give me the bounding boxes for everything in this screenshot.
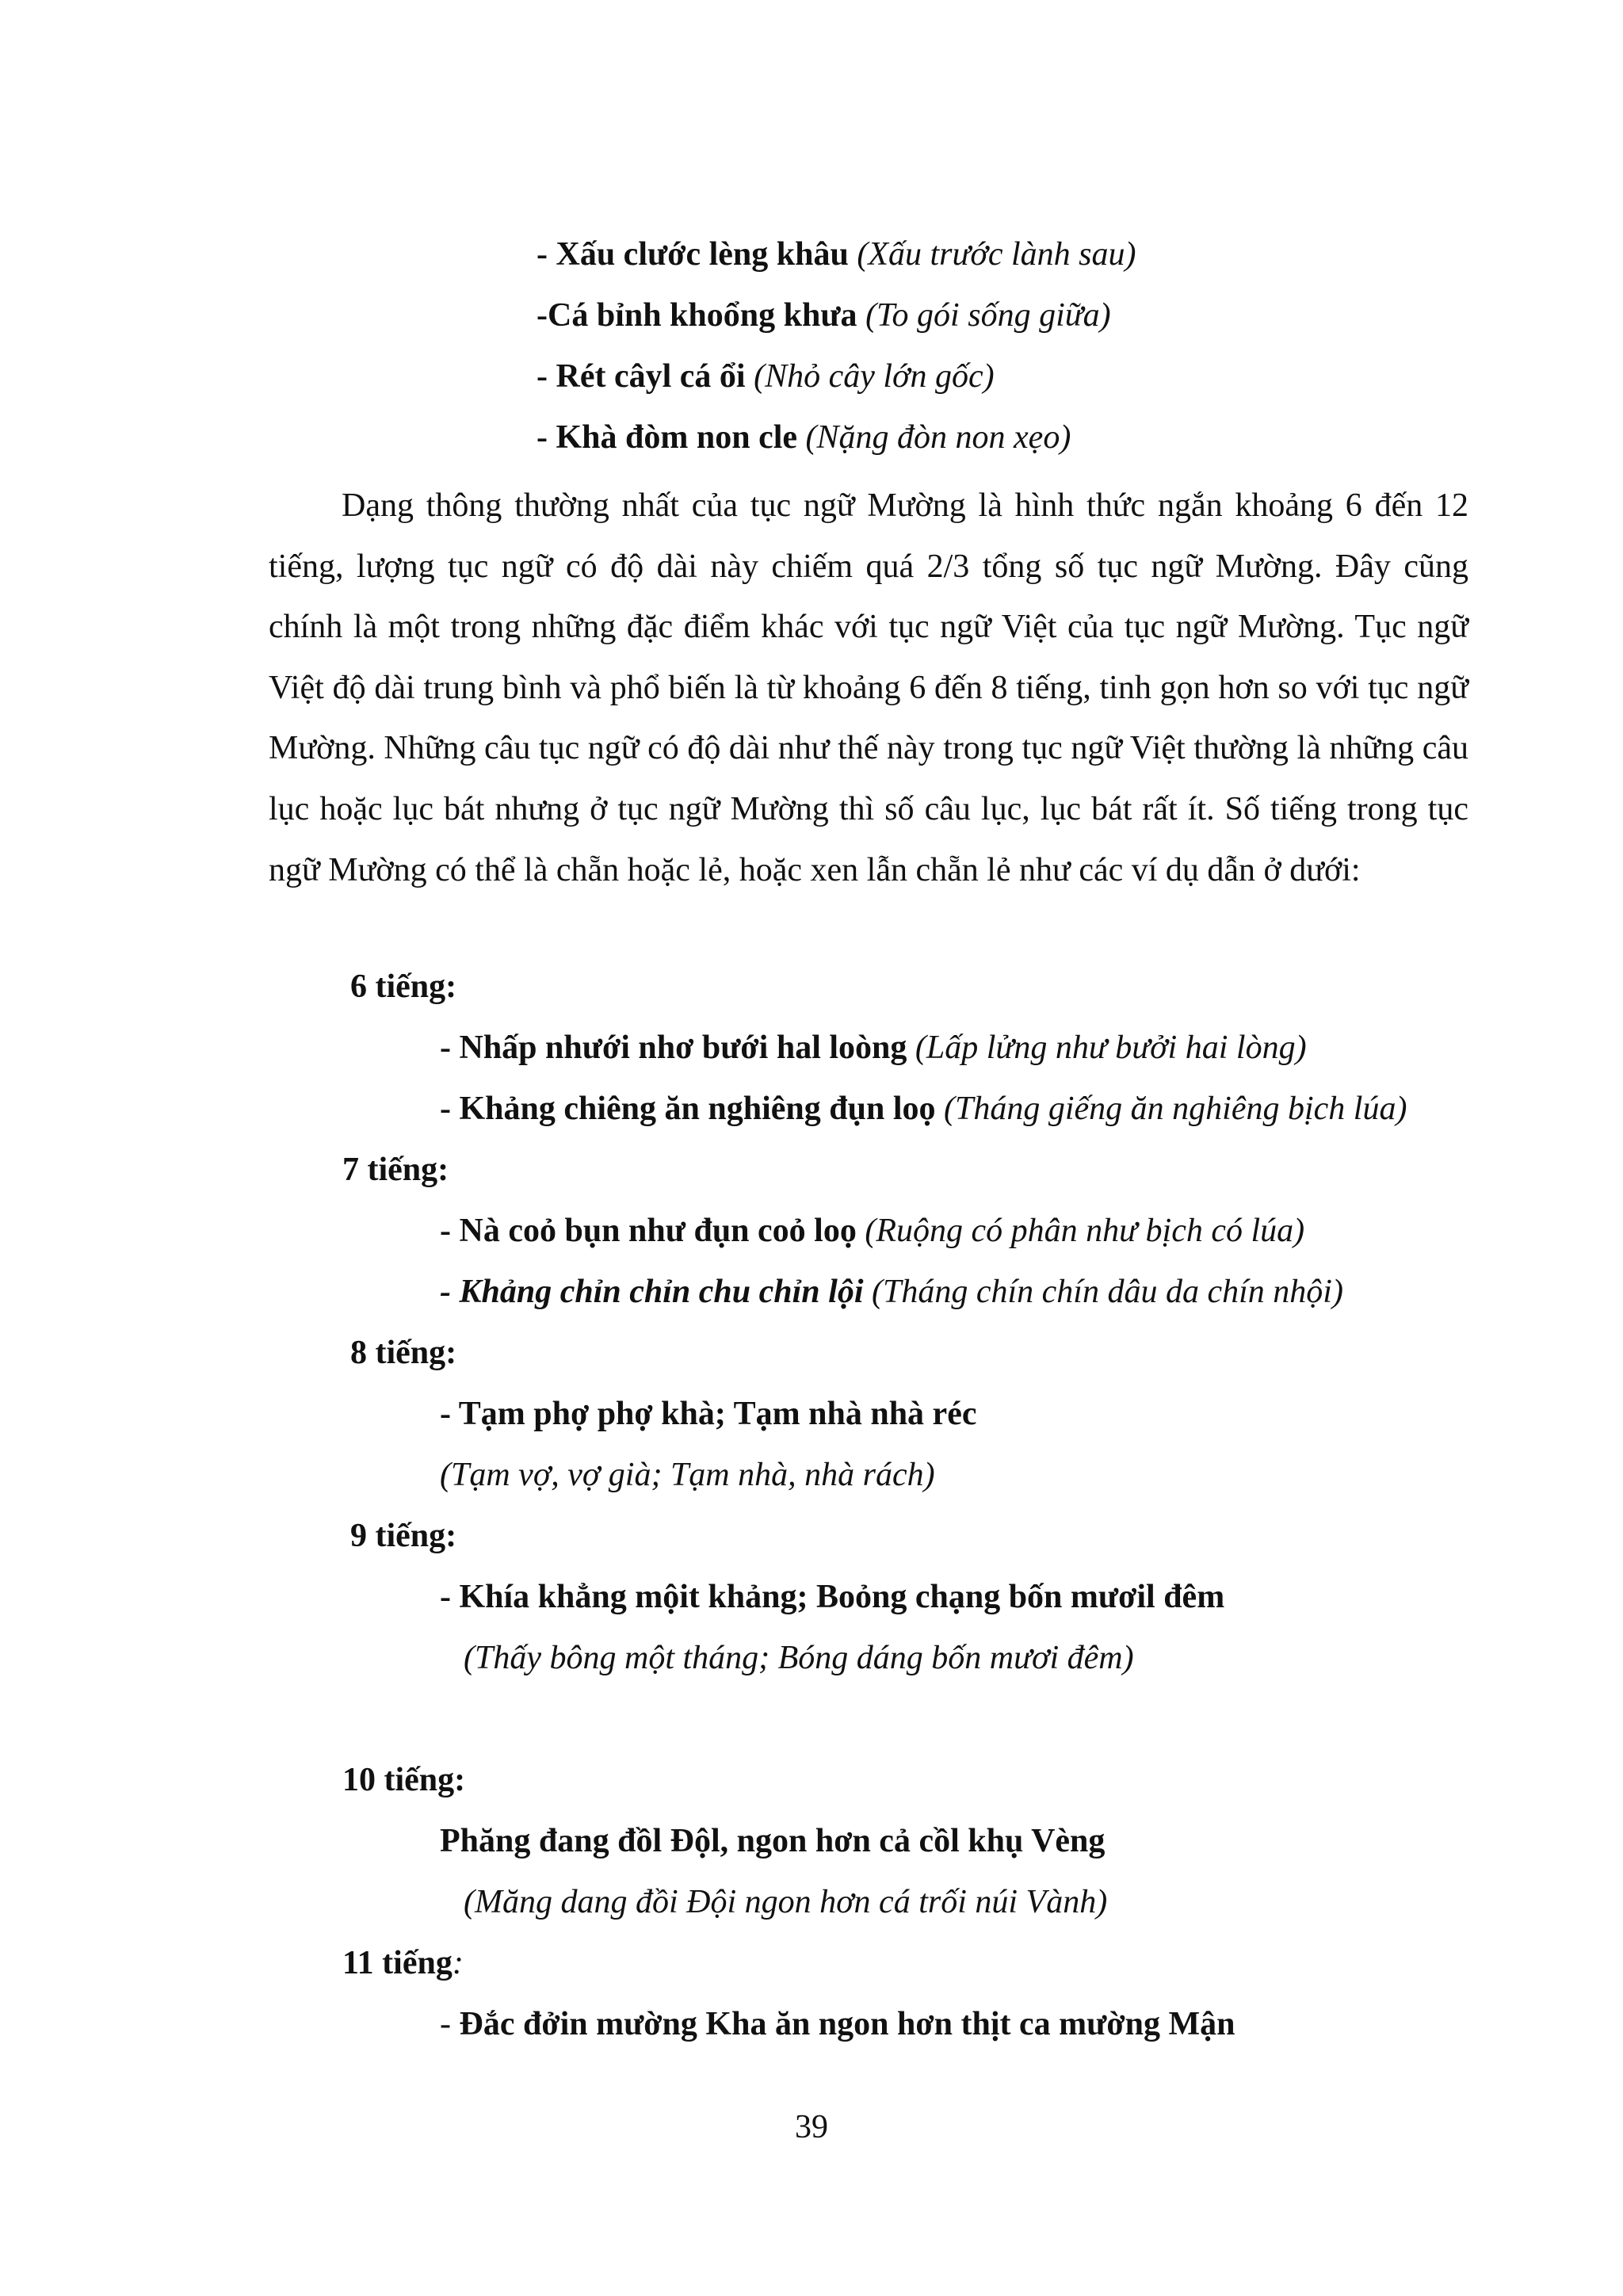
group-heading-11-text: 11 tiếng (342, 1945, 453, 1981)
proverb-translation: (Thấy bông một tháng; Bóng dáng bốn mươi đêm) (464, 1640, 1134, 1676)
proverb-muong: - Nhấp nhưới nhơ bưới hal loòng (440, 1030, 907, 1066)
group-heading-6: 6 tiếng: (350, 968, 457, 1005)
proverb-line (440, 1275, 1343, 1308)
proverb-line (537, 238, 1136, 271)
proverb-muong: - Khà đòm non cle (537, 419, 798, 456)
proverb-translation: (Nhỏ cây lớn gốc) (754, 358, 995, 395)
proverb-line (537, 299, 1111, 332)
proverb-translation: (Xấu trước lành sau) (857, 236, 1136, 273)
proverb-line (440, 1214, 1304, 1247)
proverb-translation: (Tháng giếng ăn nghiêng bịch lúa) (944, 1091, 1407, 1127)
proverb-translation: (Nặng đòn non xẹo) (805, 419, 1071, 456)
proverb-muong: - Khía khẳng mộit khảng; Boỏng chạng bốn mươil đêm (440, 1579, 1225, 1615)
proverb-muong: - Khảng chỉn chỉn chu chỉn lội (440, 1274, 864, 1310)
group-heading-8: 8 tiếng: (350, 1335, 457, 1371)
proverb-translation: (To gói sống giữa) (865, 297, 1111, 334)
group-heading-9: 9 tiếng: (350, 1518, 457, 1554)
proverb-translation: (Ruộng có phân như bịch có lúa) (865, 1213, 1305, 1249)
proverb-translation: (Tạm vợ, vợ già; Tạm nhà, nhà rách) (440, 1457, 935, 1493)
proverb-muong: Đắc đởin mường Kha ăn ngon hơn thịt ca mường Mận (459, 2006, 1235, 2042)
proverb-translation: (Măng dang đồi Đội ngon hơn cá trối núi Vành) (464, 1884, 1108, 1920)
proverb-line (440, 1031, 1307, 1064)
proverb-dash: - (440, 2006, 460, 2042)
page-number: 39 (795, 2109, 828, 2145)
proverb-line (537, 360, 995, 393)
proverb-muong: - Rét câyl cá ổi (537, 358, 746, 395)
proverb-muong: - Nà coỏ bụn như đụn coỏ loọ (440, 1213, 857, 1249)
proverb-muong: Phăng đang đồl Độl, ngon hơn cả cồl khụ Vèng (440, 1823, 1106, 1859)
proverb-muong: - Khảng chiêng ăn nghiêng đụn loọ (440, 1091, 936, 1127)
proverb-translation: (Tháng chín chín dâu da chín nhội) (872, 1274, 1343, 1310)
group-heading-7: 7 tiếng: (342, 1152, 449, 1188)
proverb-translation: (Lấp lửng như bưởi hai lòng) (915, 1030, 1307, 1066)
proverb-line (440, 1092, 1407, 1125)
proverb-muong: - Xấu clước lèng khâu (537, 236, 849, 273)
proverb-muong: - Tạm phợ phợ khà; Tạm nhà nhà réc (440, 1396, 977, 1432)
group-heading-11-colon: : (452, 1945, 464, 1981)
group-heading-10: 10 tiếng: (342, 1762, 466, 1798)
body-paragraph: Dạng thông thường nhất của tục ngữ Mường là hình thức ngắn khoảng 6 đến 12 tiếng, lượng tục ngữ có độ dài này chiếm quá 2/3 tổng số tục ngữ Mường. Đây cũng chính là một trong những đặc điểm khác với tục ngữ Việt của tục ngữ Mường. Tục ngữ Việt độ dài trung bình và phổ biến là từ khoảng 6 đến 8 tiếng, tinh gọn hơn so với tục ngữ Mường. Những câu tục ngữ có độ dài như thế này trong tục ngữ Việt thường là những câu lục hoặc lục bát nhưng ở tục ngữ Mường thì số câu lục, lục bát rất ít. Số tiếng trong tục ngữ Mường có thể là chẵn hoặc lẻ, hoặc xen lẫn chẵn lẻ như các ví dụ dẫn ở dưới: (269, 487, 1468, 888)
proverb-line (440, 2008, 1235, 2041)
proverb-line (537, 421, 1071, 454)
group-heading-11 (342, 1946, 464, 1980)
proverb-muong: -Cá bỉnh khoổng khưa (537, 297, 857, 334)
